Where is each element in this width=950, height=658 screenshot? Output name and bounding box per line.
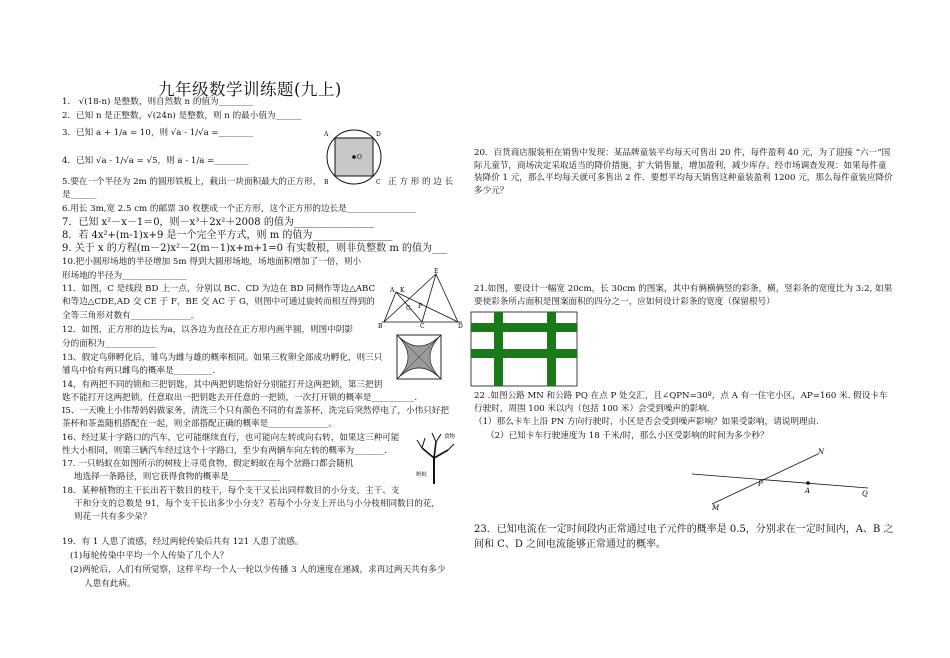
ant-label: 蚂蚁 (416, 472, 428, 478)
question-11-line-1: 11．如图，C 是线段 BD 上一点，分别以 BC、CD 为边在 BD 同侧作等边△ABC (62, 284, 376, 294)
label-g: G (406, 305, 411, 312)
label-f: F (418, 303, 423, 310)
question-19-part-2-cont: 人患有此病。 (84, 579, 136, 589)
question-2: 2．已知 n 是正整数，√(24n) 是整数，则 n 的最小值为______ (62, 111, 302, 121)
question-18-line-2: 干和分支的总数是 91，每个支干长出多少小分支？若每个小分支上开出与小分枝相同数目的花， (74, 499, 441, 509)
question-12-line-2: 分的面积为____________ (62, 339, 157, 349)
square-semicircles-figure (396, 334, 442, 380)
question-15-line-2: 茶杯和茶盖随机搭配在一起，则全部搭配正确的概率是______________。 (62, 419, 338, 429)
label-a: A (324, 131, 329, 138)
question-11-line-2: 和等边△CDE,AD 交 CE 于 F，BE 交 AC 于 G，则图中可通过旋转而相互得到的 (62, 297, 375, 307)
question-6: 6.用长 3m,宽 2.5 cm 的邮票 30 枚摆成一个正方形，这个正方形的边长是________________ (62, 204, 416, 214)
label-o: O (357, 154, 362, 161)
question-14-line-1: 14，有两把不同的锁和三把钥匙，其中两把钥匙恰好分别能打开这两把锁，第三把钥 (62, 380, 383, 390)
food-label: 食物 (444, 434, 456, 440)
question-16-line-1: 16、经过某十字路口的汽车，它可能继续直行，也可能向左转或向右转，如果这三种可能 (62, 433, 400, 443)
label-a: A (805, 487, 811, 495)
question-7: 7．已知 x²－x－1＝0，则－x³＋2x²＋2008 的值为________________ (62, 217, 374, 228)
label-e: E (434, 268, 439, 275)
question-17-line-2: 地选择一条路径，则它获得食物的概率是____________ (74, 472, 281, 482)
question-3: 3．已知 a + 1/a = 10，则 √a - 1/√a =________ (62, 128, 254, 138)
question-11-line-3: 全等三角形对数有______________。 (62, 311, 200, 321)
question-12-line-1: 12．如图，正方形的边长为a，以各边为直径在正方形内画半圆，则图中阴影 (62, 325, 354, 335)
question-17-line-1: 17. 一只蚂蚁在如图所示的树枝上寻觅食物，假定蚂蚁在每个岔路口都会随机 (62, 459, 354, 469)
question-23: 23．已知电流在一定时间段内正常通过电子元件的概率是 0.5，分别求在一定时间内，A、B 之间和 C、D 之间电流能够正常通过的概率。 (474, 524, 894, 550)
question-13-line-1: 13、假定鸟卵孵化后，雏鸟为雌与雄的概率相同。如果三枚卵全部成功孵化，则三只 (62, 353, 383, 363)
label-c: C (376, 179, 381, 186)
question-18-line-3: 则花一共有多少朵？ (74, 512, 152, 522)
circle-square-figure (322, 126, 386, 188)
question-14-line-2: 匙不能打开这两把锁。任意取出一把钥匙去开任意的一把锁，一次打开锁的概率是__________. (62, 393, 418, 403)
question-10-line-2: 形场地的半径为_______________ (62, 271, 187, 281)
question-19-part-1: (1)每轮传染中平均一个人传染了几个人？ (70, 551, 229, 561)
question-8: 8．若 4x²+(m-1)x+9 是一个完全平方式，则 m 的值为________________ (62, 230, 393, 241)
stripe-pattern-figure (470, 311, 578, 387)
question-19-part-2: (2)两轮后，人们有所觉察，这样平均一个人一轮以少传播 3 人的速度在递减，求再过两天共有多少 (70, 565, 446, 575)
label-b: B (324, 179, 329, 186)
question-20: 20．百货商店服装柜在销售中发现：某品牌童装平均每天可售出 20 件，每件盈利 40 元，为了迎接 “六一”国际儿童节，商场决定采取适当的降价措施，扩大销售量，增加盈利，减少库存。经市场调查发现：如果每件童装降价 1 元，那么平均每天就可多售出 2 件．要想平均每天销售这种童装盈利 1200 元，那么每件童装应降价多少元？ (474, 148, 893, 196)
question-18-line-1: 18．某种植物的主干长出若干数目的枝干，每个支干又长出同样数目的小分支，主干、支 (62, 486, 400, 496)
label-b: B (378, 323, 383, 328)
road-figure (690, 446, 880, 512)
question-5-line-2: 正 方 形 的 边 长 (388, 177, 454, 187)
question-16-line-2: 性大小相同，则第三辆汽车经过这个十字路口，至少有两辆车向左转的概率为_______. (62, 446, 387, 456)
label-a: A (390, 287, 395, 294)
question-13-line-2: 雏鸟中恰有两只雌鸟的概率是_________. (62, 366, 216, 376)
question-21: 21.如图，要设计一幅宽 20cm，长 30cm 的图案，其中有俩横俩竖的彩条，横，竖彩条的宽度比为 3:2, 如果要使彩条所占面积是图案面积的四分之一，应如何设计彩条的宽度（保留根号） (474, 284, 893, 307)
question-22-part-1: （1）那么卡车上沿 PN 方向行驶时，小区是否会受到噪声影响？如果受影响，请说明理由. (474, 417, 819, 427)
page-title: 九年级数学训练题(九上) (158, 80, 342, 99)
question-15-line-1: I5、一天晚上小伟帮妈妈做家务，清洗三个只有颜色不同的有盖茶杯，洗完后突然停电了，小伟只好把 (62, 406, 449, 416)
question-1: 1． √(18-n) 是整数，则自然数 n 的值为________ (62, 97, 253, 107)
equilateral-triangles-figure (378, 266, 466, 328)
question-22: 22 .如图公路 MN 和公路 PQ 在点 P 处交汇，且∠QPN=30º，点 A 有一住宅小区，AP=160 米. 假设卡车行驶时，周围 100 米以内（包括 100 米）会受到噪声的影响. (474, 391, 888, 414)
question-5-line-3: 是______ (62, 190, 97, 200)
question-22-part-2: （2）已知卡车行驶速度为 18 千米/时，那么小区受影响的时间为多少秒？ (486, 431, 769, 441)
label-k: K (400, 287, 405, 294)
ant-tree-figure (414, 428, 464, 486)
question-19: 19．有 1 人患了流感，经过两轮传染后共有 121 人患了流感。 (62, 537, 304, 547)
label-p: P (758, 480, 763, 488)
question-10-line-1: 10.把小圆形场地的半径增加 5m 得到大圆形场地，场地面积增加了一倍，则小 (62, 257, 362, 267)
question-4: 4．已知 √a - 1/√a = √5，则 a - 1/a =________ (62, 156, 249, 166)
label-c: C (420, 323, 425, 328)
label-d: D (458, 323, 463, 328)
label-m: M (712, 504, 720, 512)
label-n: N (818, 448, 825, 456)
label-q: Q (862, 490, 868, 498)
question-9: 9. 关于 x 的方程(m－2)x²－2(m－1)x+m+1=0 有实数根，则非负整数 m 的值为___ (62, 243, 448, 254)
question-5-line-1: 5.要在一个半径为 2m 的圆形铁板上，截出一块面积最大的正方形， (62, 177, 322, 187)
label-d: D (376, 131, 381, 138)
